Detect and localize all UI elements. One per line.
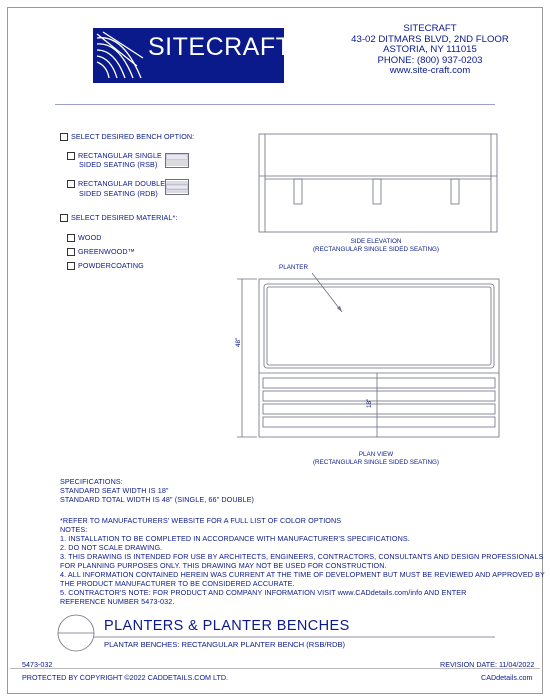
rdb-thumbnail-icon [165,179,189,195]
rsb-thumbnail-icon [165,153,189,168]
plan-view-drawing [232,270,507,445]
note-line: 1. INSTALLATION TO BE COMPLETED IN ACCORDANCE WITH MANUFACTURER'S SPECIFICATIONS. [60,534,410,543]
wood-label: WOOD [78,233,102,242]
spec-line: STANDARD SEAT WIDTH IS 18" [60,486,169,495]
material-heading: SELECT DESIRED MATERIAL*: [71,213,178,222]
specifications [60,477,254,504]
color-note: *REFER TO MANUFACTURERS' WEBSITE FOR A FULL LIST OF COLOR OPTIONS [60,516,342,525]
rdb-checkbox[interactable] [67,180,75,188]
rdb-option [67,179,165,188]
rdb-label-1: RECTANGULAR DOUBLE [78,179,166,188]
rsb-checkbox[interactable] [67,152,75,160]
material-powdercoating [67,261,144,270]
note-line: 3. THIS DRAWING IS INTENDED FOR USE BY ARCHITECTS, ENGINEERS, CONTRACTORS, CONSULTANTS AND DESIGN PROFESSIONALS [60,552,544,561]
side-elevation-label [312,238,440,254]
bench-option-heading: SELECT DESIRED BENCH OPTION: [71,132,195,141]
dimension-18: 18" [366,398,373,408]
spec-heading: SPECIFICATIONS: [60,477,123,486]
plan-view-subtitle: (RECTANGULAR SINGLE SIDED SEATING) [312,459,440,466]
note-line: 4. ALL INFORMATION CONTAINED HEREIN WAS CURRENT AT THE TIME OF DEVELOPMENT BUT MUST BE REVIEWED AND APPROVED BY [60,570,545,579]
caddetails-brand[interactable]: CADdetails.com [481,673,533,682]
rsb-label-1: RECTANGULAR SINGLE [78,151,162,160]
side-elevation-drawing [255,130,500,235]
greenwood-label: GREENWOOD™ [78,247,135,256]
rdb-label-2: SIDED SEATING (RDB) [79,189,158,198]
wood-checkbox[interactable] [67,234,75,242]
reference-number: 5473-032 [22,660,53,669]
powdercoating-checkbox[interactable] [67,262,75,270]
logo-text: SITECRAFT [148,33,292,61]
rsb-label-2: SIDED SEATING (RSB) [79,160,158,169]
note-line: 5. CONTRACTOR'S NOTE: FOR PRODUCT AND COMPANY INFORMATION VISIT www.CADdetails.com/info AND ENTER [60,588,467,597]
address-line-1: 43-02 DITMARS BLVD, 2ND FLOOR [351,33,509,45]
powdercoating-label: POWDERCOATING [78,261,144,270]
copyright: PROTECTED BY COPYRIGHT ©2022 CADDETAILS.COM LTD. [22,673,229,682]
header-divider [55,104,495,105]
company-address [330,24,530,77]
notes [60,516,545,606]
material-greenwood [67,247,135,256]
material-wood [67,233,102,242]
title: PLANTERS & PLANTER BENCHES [104,618,350,634]
revision-date: REVISION DATE: 11/04/2022 [440,660,535,669]
dimension-48: 48" [235,337,242,347]
planter-label: PLANTER [279,264,309,271]
phone: PHONE: (800) 937-0203 [377,54,483,66]
note-line: 2. DO NOT SCALE DRAWING. [60,543,163,552]
plan-view-label [312,451,440,467]
company-name: SITECRAFT [403,23,457,34]
website: www.site-craft.com [389,65,471,76]
note-line: FOR PLANNING PURPOSES ONLY. THIS DRAWING MAY NOT BE USED FOR CONSTRUCTION. [60,561,387,570]
plan-view-title: PLAN VIEW [358,451,394,458]
rsb-option [67,151,162,160]
material-heading-row [60,213,177,222]
notes-heading: NOTES: [60,525,88,534]
bench-option-heading-row [60,132,194,141]
side-elevation-title: SIDE ELEVATION [350,238,402,245]
side-elevation-subtitle: (RECTANGULAR SINGLE SIDED SEATING) [312,246,440,253]
bench-option-checkbox[interactable] [60,133,68,141]
material-checkbox[interactable] [60,214,68,222]
greenwood-checkbox[interactable] [67,248,75,256]
logo-icon [93,28,153,83]
spec-line: STANDARD TOTAL WIDTH IS 48" (SINGLE, 66" DOUBLE) [60,495,255,504]
subtitle: PLANTAR BENCHES: RECTANGULAR PLANTER BENCH (RSB/RDB) [104,640,346,649]
address-line-2: ASTORIA, NY 111015 [383,44,477,55]
note-line: REFERENCE NUMBER 5473-032. [60,597,175,606]
note-line: THE PRODUCT MANUFACTURER TO BE CONSIDERED ACCURATE. [60,579,295,588]
